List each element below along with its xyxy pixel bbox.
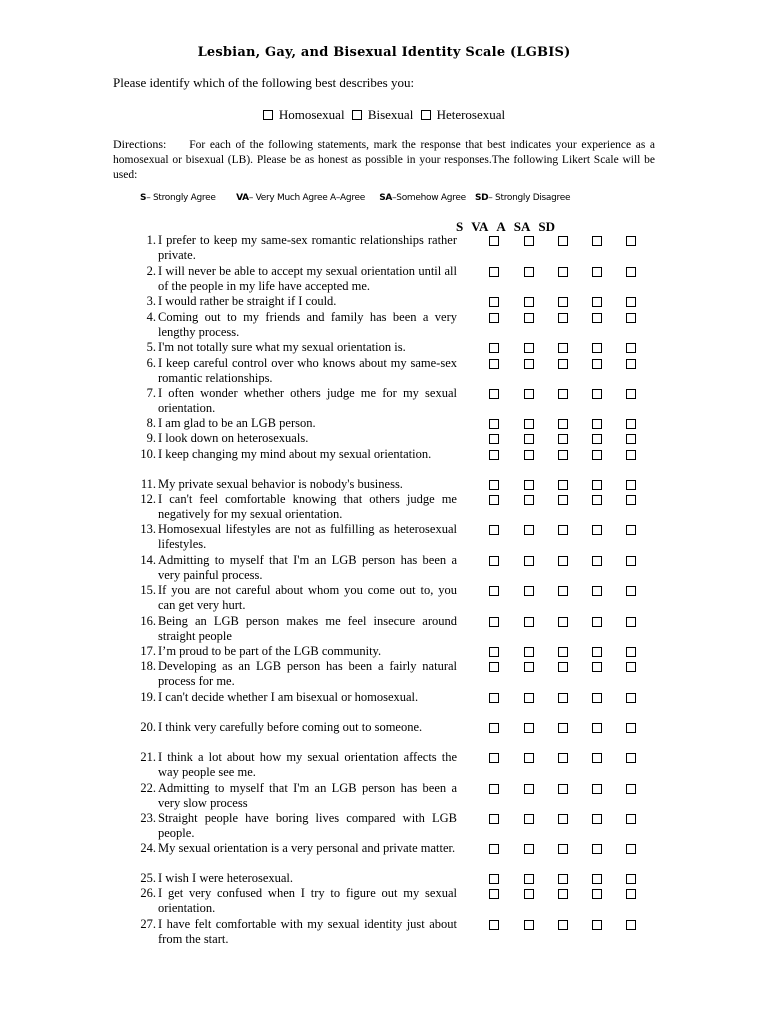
response-checkbox-sa[interactable] [592,617,602,627]
response-checkbox-va[interactable] [524,480,534,490]
response-checkbox-s[interactable] [489,236,499,246]
response-checkbox-s[interactable] [489,313,499,323]
response-checkbox-sa[interactable] [592,784,602,794]
response-checkbox-sa[interactable] [592,525,602,535]
response-checkbox-s[interactable] [489,784,499,794]
item-number: 6. [146,356,156,370]
response-checkbox-sd[interactable] [626,556,636,566]
response-checkbox-s[interactable] [489,723,499,733]
response-checkbox-va[interactable] [524,723,534,733]
response-checkbox-sd[interactable] [626,389,636,399]
response-checkbox-sa[interactable] [592,723,602,733]
response-checkbox-a[interactable] [558,753,568,763]
item-number: 19. [140,690,156,704]
response-checkbox-s[interactable] [489,343,499,353]
response-checkbox-va[interactable] [524,450,534,460]
response-checkbox-a[interactable] [558,556,568,566]
response-checkbox-va[interactable] [524,662,534,672]
response-checkbox-sa[interactable] [592,556,602,566]
item-text: I can't decide whether I am bisexual or homosexual. [158,690,419,704]
item-text: I keep changing my mind about my sexual orientation. [158,447,432,461]
response-checkbox-va[interactable] [524,586,534,596]
response-checkbox-s[interactable] [489,920,499,930]
item-number: 21. [140,750,156,764]
response-checkbox-sd[interactable] [626,525,636,535]
item-number: 14. [140,553,156,567]
response-checkbox-a[interactable] [558,450,568,460]
response-checkbox-sa[interactable] [592,874,602,884]
directions-text: For each of the following statements, mark the response that best indicates your experience as a homosexual or bisexual (LB). Please be as honest as possible in your responses.The following Likert Scale will be used: [113,139,655,181]
response-checkbox-s[interactable] [489,586,499,596]
response-checkbox-a[interactable] [558,267,568,277]
response-checkbox-sa[interactable] [592,434,602,444]
response-checkbox-s[interactable] [489,617,499,627]
item-text: I have felt comfortable with my sexual identity just about from the start. [158,917,457,947]
response-checkbox-sd[interactable] [626,450,636,460]
option-label: Bisexual [367,107,414,122]
item-number: 4. [146,310,156,324]
response-checkbox-s[interactable] [489,844,499,854]
response-checkbox-sa[interactable] [592,343,602,353]
response-checkbox-s[interactable] [489,434,499,444]
response-checkbox-sa[interactable] [592,889,602,899]
response-checkbox-sa[interactable] [592,313,602,323]
response-checkbox-sd[interactable] [626,874,636,884]
item-number: 2. [146,264,156,278]
item-text: My private sexual behavior is nobody's business. [158,477,403,491]
response-checkbox-a[interactable] [558,889,568,899]
response-checkbox-sd[interactable] [626,267,636,277]
legend-desc: – Strongly Agree [146,193,216,203]
response-checkbox-va[interactable] [524,814,534,824]
item-text: I will never be able to accept my sexual orientation until all of the people in my life have accepted me. [158,264,457,294]
response-checkbox-va[interactable] [524,525,534,535]
response-checkbox-a[interactable] [558,617,568,627]
response-checkbox-s[interactable] [489,693,499,703]
item-number: 13. [140,522,156,536]
response-checkbox-a[interactable] [558,920,568,930]
response-checkbox-va[interactable] [524,236,534,246]
item-text: Coming out to my friends and family has been a very lengthy process. [158,310,457,340]
directions-label: Directions: [113,137,167,151]
item-text: Being an LGB person makes me feel insecure around straight people [158,614,457,644]
response-checkbox-va[interactable] [524,617,534,627]
item-number: 17. [140,644,156,658]
response-checkbox-a[interactable] [558,586,568,596]
response-checkbox-a[interactable] [558,419,568,429]
response-checkbox-a[interactable] [558,784,568,794]
response-checkbox-sa[interactable] [592,389,602,399]
response-checkbox-sd[interactable] [626,784,636,794]
response-checkbox-a[interactable] [558,343,568,353]
response-checkbox-va[interactable] [524,495,534,505]
item-number: 23. [140,811,156,825]
item-text: I am glad to be an LGB person. [158,416,316,430]
response-checkbox-sa[interactable] [592,480,602,490]
item-text: I wish I were heterosexual. [158,871,294,885]
option-label: Heterosexual [436,107,506,122]
item-text: I’m proud to be part of the LGB community. [158,644,382,658]
response-checkbox-sa[interactable] [592,647,602,657]
item-text: I can't feel comfortable knowing that others judge me negatively for my sexual orientation. [158,492,457,522]
legend-abbr: SD [474,193,489,203]
response-checkbox-a[interactable] [558,359,568,369]
response-checkbox-sd[interactable] [626,693,636,703]
item-number: 20. [140,720,156,734]
response-checkbox-va[interactable] [524,874,534,884]
response-checkbox-sd[interactable] [626,814,636,824]
response-checkbox-a[interactable] [558,723,568,733]
response-checkbox-va[interactable] [524,920,534,930]
response-checkbox-sd[interactable] [626,889,636,899]
response-checkbox-sd[interactable] [626,586,636,596]
response-checkbox-va[interactable] [524,844,534,854]
response-checkbox-sa[interactable] [592,693,602,703]
response-checkbox-sd[interactable] [626,495,636,505]
response-checkbox-va[interactable] [524,419,534,429]
item-text: Straight people have boring lives compared with LGB people. [158,811,457,841]
response-checkbox-a[interactable] [558,814,568,824]
response-checkbox-sd[interactable] [626,313,636,323]
response-checkbox-s[interactable] [489,889,499,899]
item-text: Developing as an LGB person has been a fairly natural process for me. [158,659,457,689]
response-checkbox-sa[interactable] [592,753,602,763]
column-header: SA [513,219,531,234]
response-checkbox-a[interactable] [558,693,568,703]
item-text: Admitting to myself that I'm an LGB person has been a very slow process [158,781,457,811]
legend-desc: – Very Much Agree A–Agree [248,193,365,203]
item-text: I often wonder whether others judge me for my sexual orientation. [158,386,457,416]
response-checkbox-va[interactable] [524,784,534,794]
item-number: 16. [140,614,156,628]
response-checkbox-sa[interactable] [592,450,602,460]
item-text: I keep careful control over who knows about my same-sex romantic relationships. [158,356,457,386]
legend-abbr: VA [236,193,249,203]
item-number: 7. [146,386,156,400]
response-checkbox-a[interactable] [558,662,568,672]
response-checkbox-a[interactable] [558,297,568,307]
response-checkbox-a[interactable] [558,389,568,399]
response-checkbox-sa[interactable] [592,267,602,277]
item-text: If you are not careful about whom you come out to, you can get very hurt. [158,583,457,613]
response-checkbox-s[interactable] [489,450,499,460]
legend-abbr: S [140,193,147,203]
response-checkbox-a[interactable] [558,495,568,505]
response-checkbox-sd[interactable] [626,844,636,854]
option-label: Homosexual [278,107,345,122]
item-number: 22. [140,781,156,795]
response-checkbox-sa[interactable] [592,586,602,596]
item-number: 5. [146,340,156,354]
item-number: 26. [140,886,156,900]
column-header: A [496,219,506,234]
item-number: 27. [140,917,156,931]
item-text: I look down on heterosexuals. [158,431,309,445]
response-checkbox-sd[interactable] [626,753,636,763]
response-checkbox-sd[interactable] [626,434,636,444]
response-checkbox-sd[interactable] [626,236,636,246]
column-header: S [456,219,464,234]
legend-abbr: SA [379,193,393,203]
response-checkbox-s[interactable] [489,753,499,763]
response-checkbox-a[interactable] [558,434,568,444]
response-checkbox-s[interactable] [489,874,499,884]
response-checkbox-sa[interactable] [592,495,602,505]
item-number: 11. [140,477,156,491]
response-checkbox-va[interactable] [524,693,534,703]
response-checkbox-s[interactable] [489,297,499,307]
response-checkbox-a[interactable] [558,844,568,854]
response-checkbox-sd[interactable] [626,647,636,657]
response-checkbox-sd[interactable] [626,297,636,307]
response-checkbox-sa[interactable] [592,297,602,307]
item-text: I would rather be straight if I could. [158,294,337,308]
response-checkbox-s[interactable] [489,647,499,657]
item-number: 10. [140,447,156,461]
item-number: 24. [140,841,156,855]
response-checkbox-a[interactable] [558,480,568,490]
response-checkbox-va[interactable] [524,434,534,444]
item-number: 9. [146,431,156,445]
response-checkbox-va[interactable] [524,647,534,657]
response-checkbox-sa[interactable] [592,844,602,854]
response-checkbox-a[interactable] [558,525,568,535]
response-checkbox-sa[interactable] [592,814,602,824]
item-number: 1. [146,233,156,247]
response-checkbox-va[interactable] [524,889,534,899]
response-checkbox-sa[interactable] [592,920,602,930]
response-checkbox-va[interactable] [524,313,534,323]
legend-desc: –Somehow Agree [392,193,466,203]
response-checkbox-a[interactable] [558,647,568,657]
column-header: SD [538,219,555,234]
response-checkbox-a[interactable] [558,313,568,323]
response-checkbox-s[interactable] [489,662,499,672]
response-checkbox-a[interactable] [558,236,568,246]
response-checkbox-sa[interactable] [592,359,602,369]
page-title: Lesbian, Gay, and Bisexual Identity Scale (LGBIS) [197,45,571,60]
response-checkbox-va[interactable] [524,343,534,353]
item-text: I'm not totally sure what my sexual orientation is. [158,340,406,354]
item-text: I prefer to keep my same-sex romantic relationships rather private. [158,233,457,263]
item-text: I think very carefully before coming out to someone. [158,720,423,734]
response-checkbox-sd[interactable] [626,480,636,490]
response-checkbox-sd[interactable] [626,617,636,627]
item-number: 18. [140,659,156,673]
response-checkbox-s[interactable] [489,267,499,277]
response-checkbox-va[interactable] [524,389,534,399]
response-checkbox-s[interactable] [489,389,499,399]
item-number: 15. [140,583,156,597]
item-text: Admitting to myself that I'm an LGB person has been a very painful process. [158,553,457,583]
response-checkbox-va[interactable] [524,297,534,307]
item-number: 25. [140,871,156,885]
response-checkbox-s[interactable] [489,495,499,505]
response-checkbox-va[interactable] [524,753,534,763]
item-text: Homosexual lifestyles are not as fulfilling as heterosexual lifestyles. [158,522,457,552]
response-checkbox-sd[interactable] [626,419,636,429]
response-checkbox-va[interactable] [524,267,534,277]
item-text: I get very confused when I try to figure out my sexual orientation. [158,886,457,916]
response-checkbox-sd[interactable] [626,359,636,369]
response-checkbox-va[interactable] [524,359,534,369]
response-checkbox-sd[interactable] [626,920,636,930]
item-number: 12. [140,492,156,506]
response-checkbox-s[interactable] [489,814,499,824]
response-checkbox-a[interactable] [558,874,568,884]
response-checkbox-s[interactable] [489,556,499,566]
response-checkbox-s[interactable] [489,359,499,369]
item-text: My sexual orientation is a very personal and private matter. [158,841,456,855]
response-checkbox-sd[interactable] [626,662,636,672]
item-number: 3. [146,294,156,308]
response-checkbox-sa[interactable] [592,236,602,246]
response-checkbox-s[interactable] [489,419,499,429]
orientation-prompt: Please identify which of the following best describes you: [113,75,415,90]
legend-desc: – Strongly Disagree [488,193,571,203]
response-checkbox-va[interactable] [524,556,534,566]
response-checkbox-s[interactable] [489,525,499,535]
item-text: I think a lot about how my sexual orientation affects the way people see me. [158,750,457,780]
response-checkbox-sd[interactable] [626,343,636,353]
item-number: 8. [146,416,156,430]
response-checkbox-sa[interactable] [592,419,602,429]
column-header: VA [471,219,489,234]
response-checkbox-sa[interactable] [592,662,602,672]
response-checkbox-sd[interactable] [626,723,636,733]
response-checkbox-s[interactable] [489,480,499,490]
